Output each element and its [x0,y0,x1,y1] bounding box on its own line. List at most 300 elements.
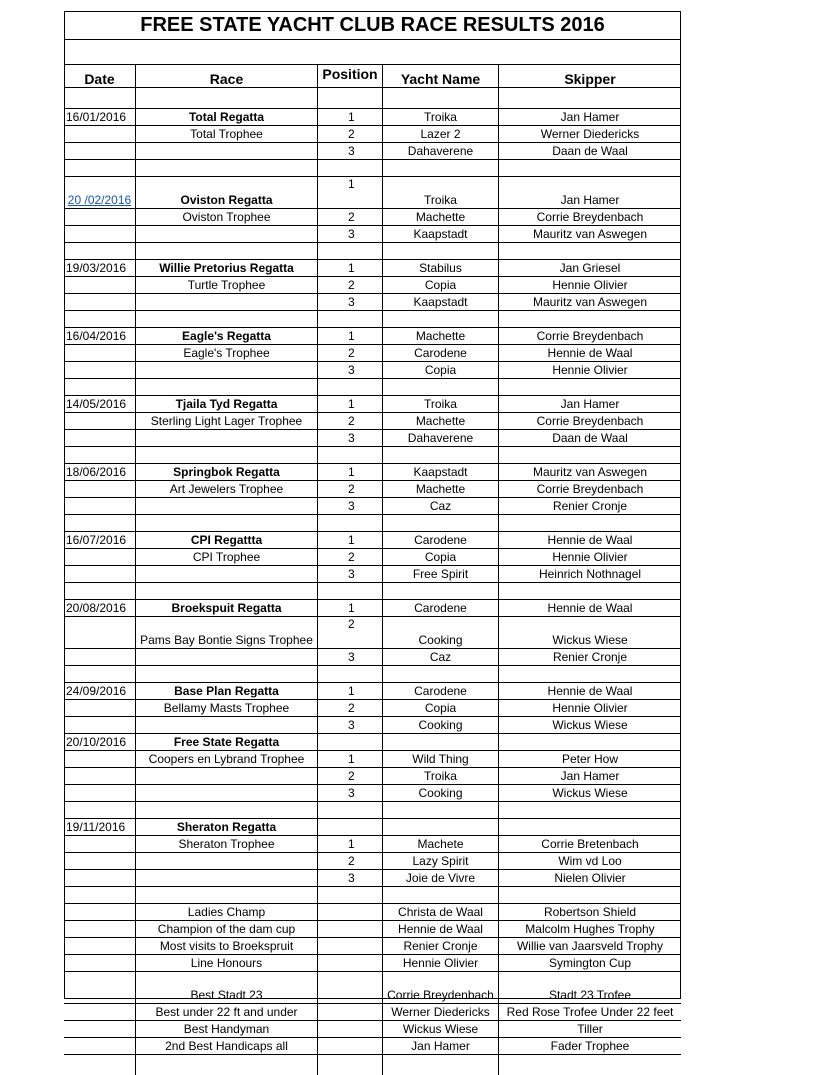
table-row [64,311,681,328]
race-cell: Most visits to Broekspruit [136,938,318,954]
race-cell: Art Jewelers Trophee [136,481,318,497]
race-cell: Best Stadt 23 [136,972,318,1003]
yacht-name-cell: Wild Thing [383,751,499,767]
date-cell [64,870,136,886]
position-cell [318,819,383,835]
race-cell [136,498,318,514]
position-cell: 3 [318,498,383,514]
race-cell [136,379,318,395]
position-cell: 1 [318,177,383,208]
yacht-name-cell [383,515,499,531]
skipper-cell: Hennie Olivier [552,363,628,377]
yacht-name-cell [383,160,499,176]
date-cell [64,938,136,954]
skipper-cell: Fader Trophee [550,1039,630,1053]
yacht-name-cell: Joie de Vivre [383,870,499,886]
table-row [64,819,681,836]
position-cell: 2 [318,481,383,497]
table-row [64,566,681,583]
table-row [64,345,681,362]
position-cell [318,955,383,971]
position-cell: 2 [318,617,383,648]
table-row [64,1004,681,1021]
skipper-cell [499,160,681,176]
yacht-name-cell: Carodene [383,600,499,616]
date-cell [64,430,136,446]
date-cell [64,143,136,159]
table-row [64,649,681,666]
yacht-name-cell: Free Spirit [383,566,499,582]
position-cell [318,243,383,259]
date-cell [64,88,136,108]
race-cell [136,226,318,242]
position-cell: 3 [318,785,383,801]
table-row [64,734,681,751]
table-row [64,328,681,345]
race-cell: Champion of the dam cup [136,921,318,937]
date-cell [64,447,136,463]
race-cell: Sterling Light Lager Trophee [136,413,318,429]
position-cell: 3 [318,430,383,446]
date-cell [64,126,136,142]
table-row [64,447,681,464]
yacht-name-cell: Copia [383,277,499,293]
yacht-name-cell: Machette [383,413,499,429]
yacht-name-cell [383,666,499,682]
date-cell: 16/07/2016 [64,532,136,548]
skipper-cell: Corrie Breydenbach [536,414,644,428]
race-cell [136,515,318,531]
position-cell: 1 [318,464,383,480]
date-cell [64,1021,136,1037]
race-cell: Springbok Regatta [136,464,318,480]
yacht-name-cell: Cooking [383,717,499,733]
position-cell [318,887,383,903]
position-cell [318,1055,383,1075]
date-cell [64,785,136,801]
race-cell [136,666,318,682]
race-cell: Total Regatta [136,109,318,125]
position-cell: 2 [318,853,383,869]
date-cell: 18/06/2016 [64,464,136,480]
table-row [64,160,681,177]
race-cell: Oviston Trophee [136,209,318,225]
yacht-name-cell: Troika [383,109,499,125]
yacht-name-cell: Hennie Olivier [383,955,499,971]
date-cell [64,617,136,648]
table-row [64,88,681,109]
position-cell: 1 [318,109,383,125]
race-cell [136,583,318,599]
date-cell: 19/03/2016 [64,260,136,276]
race-cell: Oviston Regatta [136,177,318,208]
yacht-name-cell [383,243,499,259]
table-row [64,532,681,549]
race-cell: Total Trophee [136,126,318,142]
table-row [64,683,681,700]
date-cell [64,362,136,378]
skipper-cell [499,583,681,599]
race-cell: Sheraton Regatta [136,819,318,835]
table-row [64,955,681,972]
race-cell [136,430,318,446]
date-cell: 19/11/2016 [64,819,136,835]
skipper-cell: Wickus Wiese [552,718,628,732]
table-row [64,396,681,413]
race-cell [136,294,318,310]
yacht-name-cell: Renier Cronje [383,938,499,954]
yacht-name-cell: Copia [383,700,499,716]
skipper-cell [499,666,681,682]
race-cell: Best under 22 ft and under [136,1004,318,1020]
table-row [64,666,681,683]
race-cell [136,160,318,176]
position-cell: 2 [318,345,383,361]
table-row [64,243,681,260]
table-row [64,260,681,277]
position-cell: 1 [318,751,383,767]
yacht-name-cell: Lazy Spirit [383,853,499,869]
header-position: Position [318,65,383,87]
skipper-cell: Tiller [577,1022,603,1036]
yacht-name-cell [383,447,499,463]
table-row [64,362,681,379]
yacht-name-cell: Carodene [383,345,499,361]
table-row [64,277,681,294]
yacht-name-cell: Dahaverene [383,143,499,159]
position-cell [318,311,383,327]
table-row [64,379,681,396]
yacht-name-cell: Copia [383,362,499,378]
table-row [64,413,681,430]
position-cell: 1 [318,683,383,699]
date-cell [64,972,136,1003]
date-cell [64,566,136,582]
race-cell: CPI Regattta [136,532,318,548]
skipper-cell [499,1055,681,1075]
date-link[interactable]: 20 /02/2016 [64,177,136,208]
yacht-name-cell: Machete [383,836,499,852]
date-cell [64,160,136,176]
header-yacht-name: Yacht Name [383,65,499,87]
position-cell: 3 [318,717,383,733]
position-cell: 3 [318,143,383,159]
skipper-cell: Werner Diedericks [540,127,640,141]
race-cell: Sheraton Trophee [136,836,318,852]
skipper-cell: Heinrich Nothnagel [538,567,642,581]
position-cell [318,379,383,395]
yacht-name-cell: Werner Diedericks [383,1004,499,1020]
table-row [64,226,681,243]
table-row [64,1055,681,1075]
date-cell [64,1004,136,1020]
race-cell [136,447,318,463]
race-cell [136,649,318,665]
position-cell: 3 [318,362,383,378]
race-cell [136,88,318,108]
position-cell [318,1038,383,1054]
date-cell: 20/08/2016 [64,600,136,616]
position-cell: 3 [318,649,383,665]
table-row [64,904,681,921]
date-cell [64,413,136,429]
yacht-name-cell [383,88,499,108]
race-cell [136,768,318,784]
position-cell [318,447,383,463]
skipper-cell: Renier Cronje [552,650,628,664]
race-cell [136,853,318,869]
skipper-cell: Jan Hamer [560,110,620,124]
table-row [64,938,681,955]
skipper-cell [499,447,681,463]
position-cell [318,160,383,176]
date-cell [64,666,136,682]
race-cell: 2nd Best Handicaps all [136,1038,318,1054]
header-date: Date [64,65,136,87]
position-cell: 1 [318,260,383,276]
date-cell [64,836,136,852]
table-row [64,549,681,566]
skipper-cell: Robertson Shield [543,905,637,919]
date-cell: 14/05/2016 [64,396,136,412]
date-cell: 24/09/2016 [64,683,136,699]
table-row [64,802,681,819]
date-cell [64,243,136,259]
position-cell: 3 [318,294,383,310]
skipper-cell: Hennie de Waal [547,346,633,360]
race-cell: Eagle's Trophee [136,345,318,361]
race-cell: Ladies Champ [136,904,318,920]
skipper-cell: Willie van Jaarsveld Trophy [516,939,664,953]
skipper-cell: Mauritz van Aswegen [532,465,648,479]
results-table-body [64,88,681,1075]
table-row [64,617,681,649]
skipper-cell: Corrie Breydenbach [536,329,644,343]
yacht-name-cell: Caz [383,498,499,514]
date-cell [64,498,136,514]
position-cell: 2 [318,277,383,293]
position-cell: 2 [318,549,383,565]
table-row [64,515,681,532]
yacht-name-cell [383,819,499,835]
table-row [64,481,681,498]
date-cell [64,904,136,920]
yacht-name-cell: Machette [383,209,499,225]
yacht-name-cell: Wickus Wiese [383,1021,499,1037]
skipper-cell: Daan de Waal [552,431,628,445]
race-cell [136,785,318,801]
skipper-cell: Hennie de Waal [547,601,633,615]
table-row [64,785,681,802]
yacht-name-cell: Stabilus [383,260,499,276]
race-cell [136,1055,318,1075]
race-cell [136,887,318,903]
race-cell: Eagle's Regatta [136,328,318,344]
skipper-cell [499,311,681,327]
yacht-name-cell: Kaapstadt [383,294,499,310]
position-cell [318,921,383,937]
race-cell: Willie Pretorius Regatta [136,260,318,276]
yacht-name-cell: Copia [383,549,499,565]
position-cell [318,972,383,1003]
race-cell: Turtle Trophee [136,277,318,293]
date-cell [64,853,136,869]
skipper-cell: Nielen Olivier [554,871,626,885]
table-row [64,751,681,768]
date-cell [64,345,136,361]
skipper-cell: Stadt 23 Trofee [548,988,632,1002]
skipper-cell: Daan de Waal [552,144,628,158]
position-cell: 1 [318,600,383,616]
date-cell [64,717,136,733]
table-row [64,700,681,717]
skipper-cell: Corrie Breydenbach [536,482,644,496]
date-cell [64,481,136,497]
yacht-name-cell: Troika [383,177,499,208]
yacht-name-cell: Caz [383,649,499,665]
skipper-cell: Hennie Olivier [552,701,628,715]
header-row [64,65,681,88]
position-cell [318,938,383,954]
position-cell: 3 [318,870,383,886]
race-cell: Bellamy Masts Trophee [136,700,318,716]
date-cell [64,649,136,665]
table-row [64,768,681,785]
race-cell: Coopers en Lybrand Trophee [136,751,318,767]
date-cell [64,955,136,971]
date-cell [64,802,136,818]
skipper-cell [499,243,681,259]
race-cell: Free State Regatta [136,734,318,750]
yacht-name-cell [383,583,499,599]
skipper-cell: Red Rose Trofee Under 22 feet [506,1005,674,1019]
position-cell [318,904,383,920]
skipper-cell: Mauritz van Aswegen [532,295,648,309]
position-cell: 3 [318,566,383,582]
position-cell: 1 [318,532,383,548]
position-cell [318,734,383,750]
race-cell: Best Handyman [136,1021,318,1037]
table-row [64,853,681,870]
race-cell [136,143,318,159]
date-cell [64,277,136,293]
table-row [64,870,681,887]
table-row [64,887,681,904]
table-row [64,209,681,226]
yacht-name-cell: Troika [383,396,499,412]
skipper-cell: Jan Hamer [560,193,620,207]
date-cell [64,887,136,903]
race-cell [136,566,318,582]
yacht-name-cell: Christa de Waal [383,904,499,920]
skipper-cell: Jan Hamer [560,769,620,783]
skipper-cell: Wickus Wiese [552,633,628,647]
date-cell [64,515,136,531]
race-cell: Pams Bay Bontie Signs Trophee [136,617,318,648]
race-cell [136,362,318,378]
position-cell: 2 [318,209,383,225]
skipper-cell: Malcolm Hughes Trophy [525,922,655,936]
yacht-name-cell: Carodene [383,532,499,548]
race-cell [136,870,318,886]
position-cell [318,1004,383,1020]
table-row [64,126,681,143]
skipper-cell: Jan Griesel [559,261,621,275]
position-cell: 2 [318,126,383,142]
skipper-cell [499,802,681,818]
position-cell: 1 [318,328,383,344]
race-cell [136,717,318,733]
date-cell: 16/04/2016 [64,328,136,344]
yacht-name-cell: Jan Hamer [383,1038,499,1054]
table-row [64,717,681,734]
skipper-cell: Jan Hamer [560,397,620,411]
skipper-cell: Renier Cronje [552,499,628,513]
table-row [64,430,681,447]
position-cell: 3 [318,226,383,242]
skipper-cell: Wim vd Loo [558,854,622,868]
table-row [64,972,681,1004]
skipper-cell: Mauritz van Aswegen [532,227,648,241]
skipper-cell [499,515,681,531]
skipper-cell [499,734,681,750]
date-cell [64,549,136,565]
date-cell: 20/10/2016 [64,734,136,750]
race-cell [136,802,318,818]
date-cell [64,751,136,767]
yacht-name-cell: Hennie de Waal [383,921,499,937]
table-row [64,109,681,126]
skipper-cell [499,887,681,903]
table-row [64,921,681,938]
yacht-name-cell: Cooking [383,785,499,801]
skipper-cell: Peter How [561,752,619,766]
yacht-name-cell [383,1055,499,1075]
header-skipper: Skipper [564,71,616,87]
date-cell [64,1038,136,1054]
skipper-cell: Corrie Breydenbach [536,210,644,224]
yacht-name-cell [383,734,499,750]
table-row [64,177,681,209]
yacht-name-cell: Carodene [383,683,499,699]
table-row [64,600,681,617]
table-row [64,143,681,160]
skipper-cell: Corrie Bretenbach [541,837,639,851]
header-race: Race [136,65,318,87]
position-cell [318,515,383,531]
table-row [64,836,681,853]
sheet-title: FREE STATE YACHT CLUB RACE RESULTS 2016 [64,11,681,40]
skipper-cell: Hennie Olivier [552,550,628,564]
date-cell [64,294,136,310]
table-row [64,294,681,311]
yacht-name-cell: Corrie Breydenbach [383,972,499,1003]
date-cell [64,209,136,225]
position-cell [318,802,383,818]
table-row [64,1038,681,1055]
yacht-name-cell: Lazer 2 [383,126,499,142]
race-cell: CPI Trophee [136,549,318,565]
position-cell [318,583,383,599]
position-cell [318,1021,383,1037]
table-row [64,498,681,515]
skipper-cell: Symington Cup [548,956,632,970]
race-cell: Line Honours [136,955,318,971]
date-cell [64,583,136,599]
yacht-name-cell: Troika [383,768,499,784]
date-cell: 16/01/2016 [64,109,136,125]
date-cell [64,700,136,716]
